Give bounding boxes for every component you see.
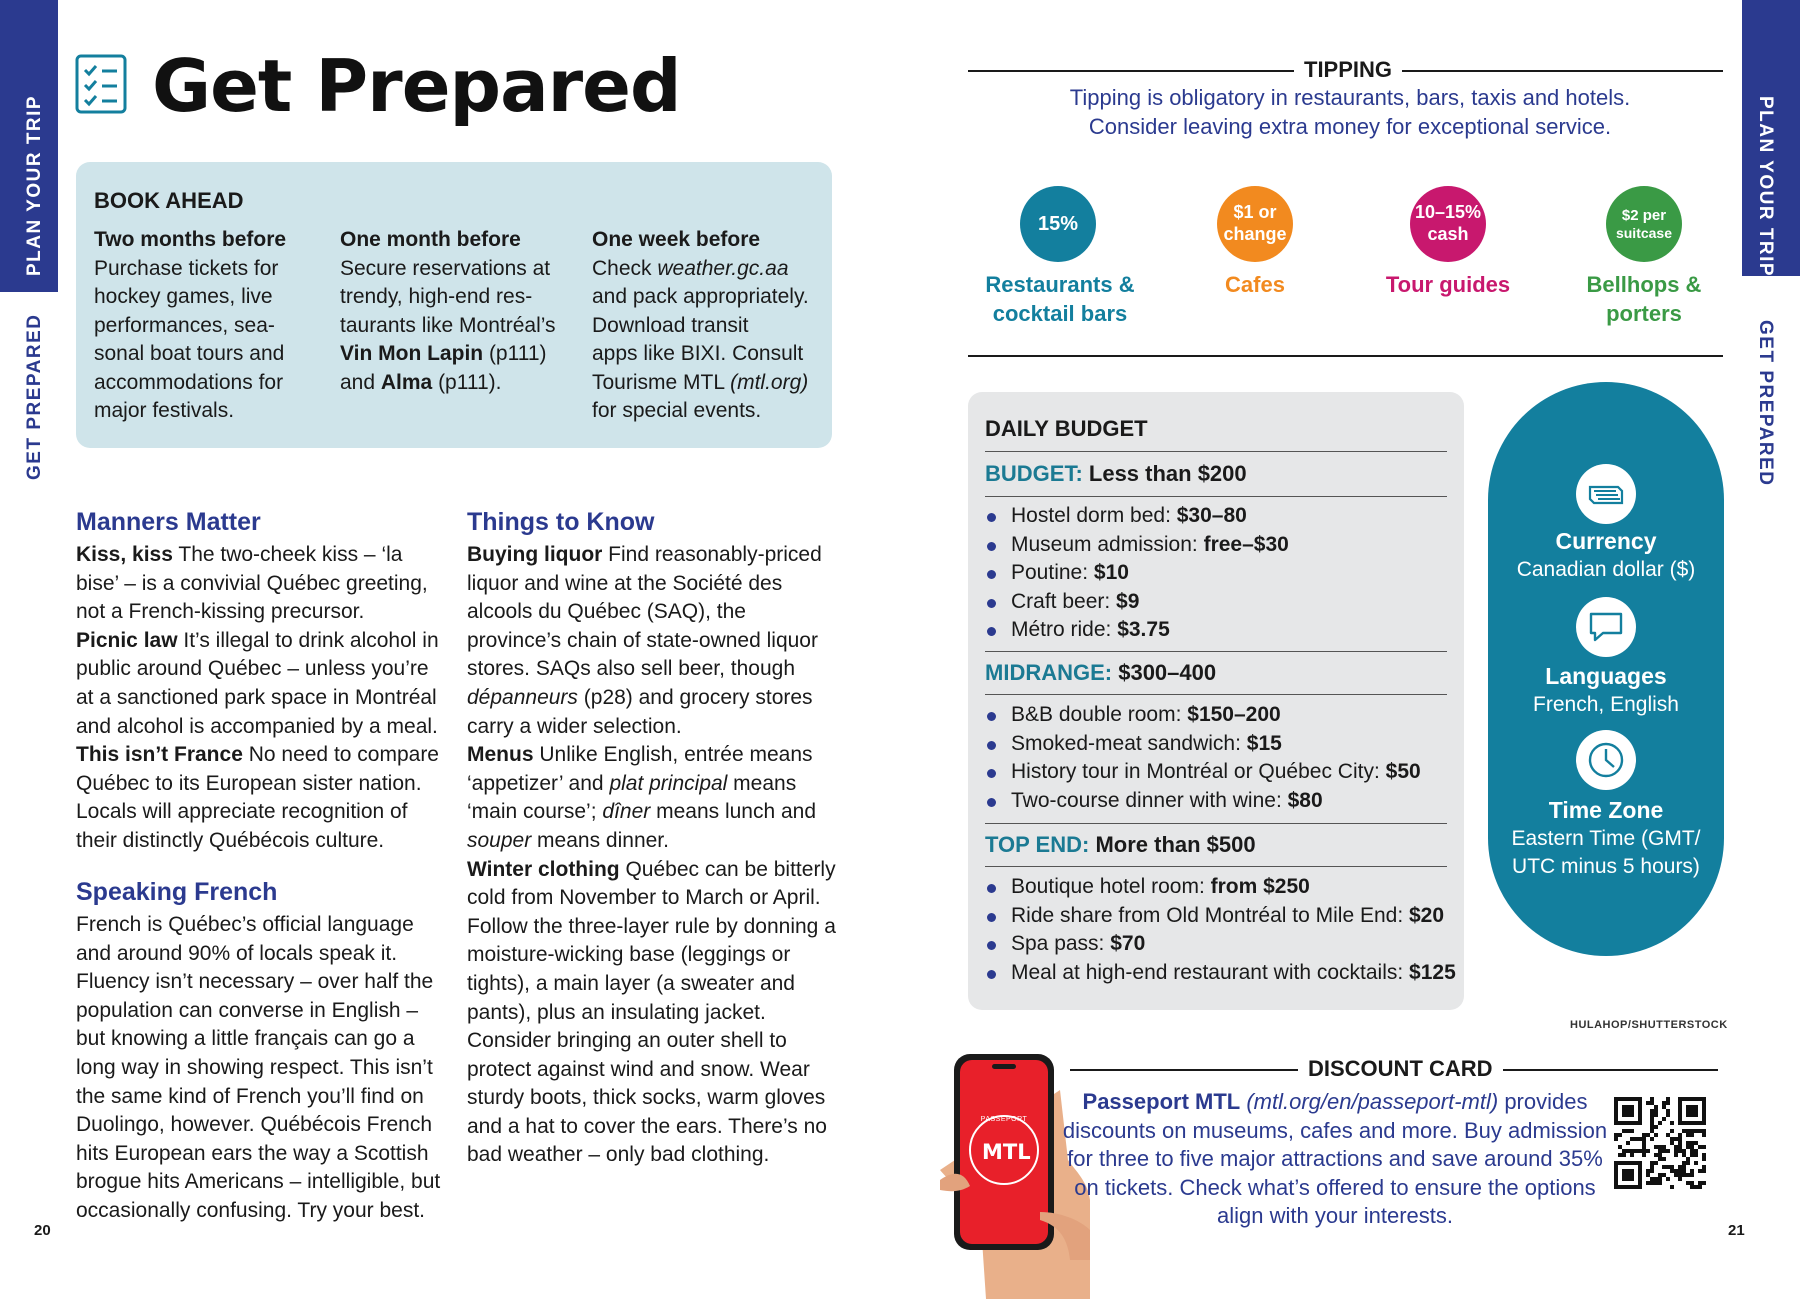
time-zone-line: UTC minus 5 hours) bbox=[1512, 855, 1700, 878]
tier-range: Less than $200 bbox=[1082, 461, 1247, 486]
book-line: sonal boat tours and bbox=[94, 342, 285, 365]
speaking-french-text: French is Québec’s official language and around 90% of locals speak it. Fluency isn’t necessary – over half the population can converse in English – but knowing a little français can go a long way in showing respect. This isn’t the same kind of French you’ll find on Duolingo, however. Québécois French hits European ears the way a Scottish brogue hits Americans – intelligible, but occasionally confusing. Try your best. bbox=[76, 913, 441, 1222]
things-para: Québec can be bitterly cold from November to March or April. Follow the three-layer rule by donning a moisture-wicking base (leggings or tights), a main layer (a sweater and pants), plus an insulating jacket. Consider bringing an outer shell to protect against wind and snow. Wear sturdy boots, thick socks, warm gloves and a hat to cover the ears. There’s no bad weather – only bad clothing. bbox=[467, 857, 836, 1167]
tipping-heading: TIPPING bbox=[1294, 57, 1402, 83]
page-ref: (p111) bbox=[483, 342, 547, 365]
budget-item-text: Poutine: bbox=[1011, 561, 1094, 585]
budget-rule bbox=[985, 694, 1447, 695]
things-para: means ‘main course’; bbox=[467, 771, 797, 824]
discount-card-body: provides discounts on museums, cafes and more. Buy admission for three to five major attractions and save around 35% on tickets. Check what’s offered to ensure the options align with your interests. bbox=[1062, 1089, 1608, 1228]
tip-label-line: Tour guides bbox=[1385, 272, 1511, 297]
budget-item bbox=[985, 959, 1456, 988]
tip-amount: change bbox=[1223, 224, 1287, 244]
budget-tier-midrange bbox=[985, 660, 1216, 686]
budget-tier-budget bbox=[985, 461, 1247, 487]
tipping-intro bbox=[1000, 84, 1700, 141]
book-ahead-heading: BOOK AHEAD bbox=[94, 188, 244, 213]
tier-label: BUDGET: bbox=[985, 461, 1083, 486]
left-section-tab-label: PLAN YOUR TRIP bbox=[24, 94, 45, 276]
page-number-left: 20 bbox=[34, 1222, 51, 1239]
budget-item bbox=[985, 588, 1289, 617]
tipping-intro-line: Consider leaving extra money for exceptional service. bbox=[1088, 113, 1612, 139]
tip-circle-tour-guides bbox=[1410, 186, 1486, 262]
book-line: taurants like Montréal’s bbox=[340, 313, 556, 337]
budget-item-price: $10 bbox=[1093, 561, 1129, 585]
things-subhead: Winter clothing bbox=[467, 857, 620, 881]
budget-item-text: Ride share from Old Montréal to Mile End: bbox=[1011, 903, 1409, 927]
budget-item-price: $30–80 bbox=[1176, 504, 1247, 527]
book-line bbox=[340, 340, 575, 369]
budget-item bbox=[985, 758, 1421, 787]
book-line: performances, sea- bbox=[94, 313, 275, 337]
budget-item-text: History tour in Montréal or Québec City: bbox=[1011, 760, 1386, 784]
budget-item bbox=[985, 730, 1421, 759]
tip-label-line: Restaurants & bbox=[985, 272, 1135, 297]
book-col-head: Two months before bbox=[94, 228, 287, 251]
things-para: Find reasonably-priced liquor and wine at the Société des alcools du Québec (SAQ), the province’s chain of state-owned liquor stores. SAQs also sell beer, though bbox=[467, 543, 822, 681]
things-to-know-text bbox=[467, 541, 839, 1170]
manners-para: No need to compare Québec to its European sister nation. Locals will appreciate recognition of their distinctly Québécois culture. bbox=[76, 743, 439, 852]
book-col-head: One week before bbox=[592, 228, 761, 251]
passeport-mtl-logo-text: MTL bbox=[982, 1140, 1031, 1164]
right-section-tab-label: PLAN YOUR TRIP bbox=[1755, 96, 1776, 278]
restaurant-name: Vin Mon Lapin bbox=[340, 342, 484, 365]
things-para: Unlike English, entrée means ‘appetizer’ and bbox=[467, 743, 813, 795]
budget-item-price: $70 bbox=[1110, 932, 1146, 956]
qr-code-icon[interactable] bbox=[1614, 1097, 1706, 1189]
budget-item-text: B&B double room: bbox=[1011, 703, 1188, 726]
things-para: (p28) and grocery stores carry a wider selection. bbox=[467, 685, 813, 738]
discount-card-heading: DISCOUNT CARD bbox=[1298, 1056, 1503, 1082]
tip-circle-restaurants bbox=[1020, 186, 1096, 262]
tip-label-line: Bellhops & bbox=[1586, 272, 1702, 297]
tip-amount: cash bbox=[1427, 224, 1469, 244]
things-para: means lunch and bbox=[650, 800, 817, 824]
budget-item bbox=[985, 616, 1289, 645]
book-line: trendy, high-end res- bbox=[340, 285, 533, 308]
tip-amount: $1 or bbox=[1233, 202, 1277, 223]
budget-item-text: Smoked-meat sandwich: bbox=[1011, 731, 1247, 755]
budget-item-price: $20 bbox=[1409, 903, 1445, 927]
budget-item-price: free–$30 bbox=[1203, 532, 1289, 556]
budget-item bbox=[985, 701, 1421, 730]
budget-list-midrange bbox=[985, 701, 1421, 815]
budget-item-price: $50 bbox=[1385, 760, 1421, 784]
tip-circle-bellhops bbox=[1606, 186, 1682, 262]
book-line bbox=[592, 255, 827, 284]
budget-item-price: $15 bbox=[1246, 731, 1282, 755]
mtl-link[interactable]: (mtl.org) bbox=[730, 370, 809, 394]
book-text: and bbox=[340, 370, 381, 394]
book-line: Secure reservations at bbox=[340, 256, 551, 280]
tier-label: TOP END: bbox=[985, 832, 1090, 857]
book-ahead-col-one-month bbox=[340, 226, 575, 397]
currency-value: Canadian dollar ($) bbox=[1516, 558, 1696, 581]
tip-label-line: cocktail bars bbox=[992, 301, 1128, 326]
money-icon bbox=[1576, 464, 1636, 524]
speech-bubble-icon bbox=[1576, 597, 1636, 657]
tip-label-tour-guides bbox=[1348, 270, 1548, 299]
manners-para: It’s illegal to drink alcohol in public around Québec – unless you’re at a sanctioned park space in Montréal and alcohol is accompanied by a meal. bbox=[76, 628, 439, 738]
budget-item bbox=[985, 787, 1421, 816]
manners-subhead: Kiss, kiss bbox=[76, 543, 173, 566]
currency-heading: Currency bbox=[1555, 528, 1657, 554]
book-line: hockey games, live bbox=[94, 285, 273, 308]
budget-item-text: Meal at high-end restaurant with cocktails: bbox=[1011, 960, 1410, 984]
budget-item-text: Museum admission: bbox=[1011, 532, 1204, 556]
manners-para: The two-cheek kiss – ‘la bise’ – is a convivial Québec greeting, not a French-kissing precursor. bbox=[76, 543, 428, 624]
budget-item bbox=[985, 873, 1456, 902]
languages-value: French, English bbox=[1533, 693, 1679, 716]
book-ahead-col-two-months bbox=[94, 226, 314, 426]
clock-icon bbox=[1576, 730, 1636, 790]
budget-item-text: Hostel dorm bed: bbox=[1011, 504, 1177, 527]
budget-tier-top-end bbox=[985, 832, 1256, 858]
things-subhead: Menus bbox=[467, 743, 534, 767]
book-col-head: One month before bbox=[340, 228, 521, 251]
budget-item-price: $150–200 bbox=[1187, 703, 1281, 726]
discount-card-link[interactable]: (mtl.org/en/passeport-mtl) bbox=[1246, 1089, 1499, 1114]
things-to-know-heading: Things to Know bbox=[467, 508, 655, 536]
left-subsection-label: GET PREPARED bbox=[24, 313, 45, 480]
budget-item-price: $80 bbox=[1287, 788, 1323, 812]
tip-amount: $2 per bbox=[1621, 206, 1667, 224]
right-subsection-label: GET PREPARED bbox=[1755, 320, 1776, 487]
time-zone-heading: Time Zone bbox=[1548, 797, 1664, 823]
book-line: for special events. bbox=[592, 399, 762, 422]
tip-label-restaurants bbox=[960, 270, 1160, 328]
budget-rule bbox=[985, 451, 1447, 452]
photo-credit: HULAHOP/SHUTTERSTOCK bbox=[1570, 1019, 1728, 1031]
tip-label-cafes bbox=[1155, 270, 1355, 299]
budget-list-top-end bbox=[985, 873, 1456, 987]
budget-item-text: Two-course dinner with wine: bbox=[1011, 788, 1288, 812]
daily-budget-heading: DAILY BUDGET bbox=[985, 416, 1148, 441]
book-text: Check bbox=[592, 256, 658, 280]
tipping-bottom-rule bbox=[968, 355, 1723, 357]
speaking-french-heading: Speaking French bbox=[76, 878, 278, 906]
things-italic: dîner bbox=[602, 800, 651, 824]
book-line: major festivals. bbox=[94, 399, 235, 422]
restaurant-name: Alma bbox=[380, 370, 433, 394]
budget-item-text: Métro ride: bbox=[1011, 618, 1118, 642]
budget-item-text: Spa pass: bbox=[1011, 932, 1111, 956]
budget-list-budget bbox=[985, 502, 1289, 645]
manners-heading: Manners Matter bbox=[76, 508, 261, 536]
book-line bbox=[340, 369, 575, 398]
budget-rule bbox=[985, 496, 1447, 497]
budget-item-price: from $250 bbox=[1210, 875, 1310, 898]
tier-range: More than $500 bbox=[1089, 832, 1256, 857]
checklist-icon bbox=[75, 54, 127, 114]
budget-item bbox=[985, 902, 1456, 931]
budget-item-price: $9 bbox=[1116, 589, 1140, 613]
passeport-ring-text: PASSEPORT bbox=[980, 1116, 1028, 1123]
manners-subhead: Picnic law bbox=[76, 628, 178, 652]
things-italic: souper bbox=[467, 828, 532, 852]
tip-amount: suitcase bbox=[1615, 224, 1673, 241]
things-italic: plat principal bbox=[609, 771, 728, 795]
budget-item bbox=[985, 502, 1289, 531]
manners-subhead: This isn’t France bbox=[76, 743, 243, 767]
languages-heading: Languages bbox=[1545, 663, 1667, 689]
budget-item-price: $3.75 bbox=[1117, 618, 1170, 642]
page-number-right: 21 bbox=[1728, 1222, 1745, 1239]
tip-circle-cafes bbox=[1217, 186, 1293, 262]
budget-item-text: Craft beer: bbox=[1011, 589, 1117, 613]
manners-text bbox=[76, 541, 446, 856]
page-ref: (p111). bbox=[432, 370, 502, 394]
book-text: Tourisme MTL bbox=[592, 370, 731, 394]
book-line: and pack appropriately. bbox=[592, 285, 809, 308]
time-zone-value bbox=[1488, 825, 1724, 881]
book-line: Purchase tickets for bbox=[94, 256, 279, 280]
budget-rule bbox=[985, 823, 1447, 824]
tip-label-line: Cafes bbox=[1225, 272, 1285, 297]
budget-item bbox=[985, 559, 1289, 588]
things-para: means dinner. bbox=[531, 828, 669, 852]
budget-item bbox=[985, 531, 1289, 560]
tip-amount: 15% bbox=[1037, 213, 1079, 235]
page-title: Get Prepared bbox=[152, 44, 681, 128]
tip-label-line: porters bbox=[1606, 301, 1682, 326]
weather-link[interactable]: weather.gc.aa bbox=[657, 256, 789, 280]
things-italic: dépanneurs bbox=[467, 685, 578, 709]
book-line bbox=[592, 369, 827, 398]
book-line: accommodations for bbox=[94, 370, 284, 394]
things-subhead: Buying liquor bbox=[467, 543, 603, 566]
book-line: apps like BIXI. Consult bbox=[592, 342, 804, 365]
budget-item bbox=[985, 930, 1456, 959]
budget-rule bbox=[985, 651, 1447, 652]
tip-amount: 10–15% bbox=[1414, 202, 1482, 223]
budget-rule bbox=[985, 866, 1447, 867]
budget-item-price: $125 bbox=[1409, 960, 1456, 984]
tip-label-bellhops bbox=[1544, 270, 1744, 328]
tier-label: MIDRANGE: bbox=[985, 660, 1113, 685]
book-ahead-col-one-week bbox=[592, 226, 827, 426]
discount-card-text bbox=[1060, 1088, 1610, 1231]
tipping-intro-line: Tipping is obligatory in restaurants, bars, taxis and hotels. bbox=[1069, 85, 1631, 110]
tier-range: $300–400 bbox=[1112, 660, 1217, 685]
time-zone-line: Eastern Time (GMT/ bbox=[1511, 827, 1701, 850]
budget-item-text: Boutique hotel room: bbox=[1011, 875, 1211, 898]
discount-card-name: Passeport MTL bbox=[1082, 1089, 1241, 1114]
book-line: Download transit bbox=[592, 313, 749, 337]
